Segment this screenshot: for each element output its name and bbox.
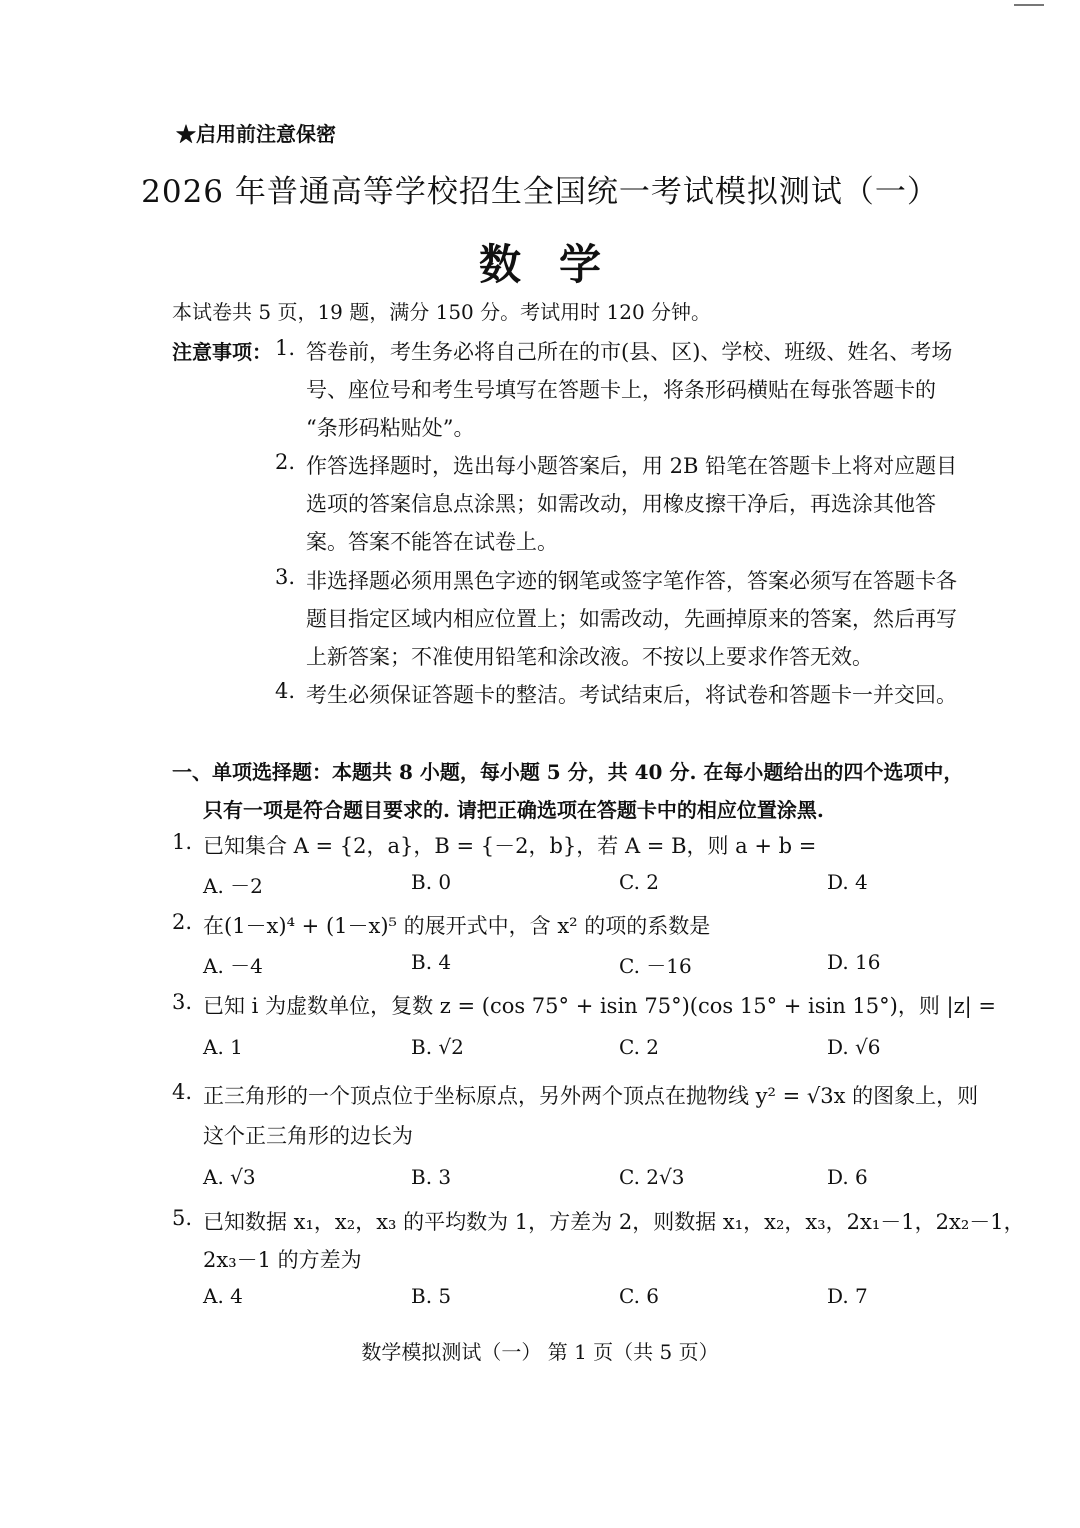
option-c: C. 6	[619, 1284, 660, 1308]
option-c: C. －16	[619, 954, 692, 978]
exam-title: 2026 年普通高等学校招生全国统一考试模拟测试（一）	[141, 174, 939, 210]
option-a: A. 4	[203, 1284, 243, 1308]
notice-item-number: 3.	[275, 565, 296, 589]
question-stem: 在(1－x)⁴ + (1－x)⁵ 的展开式中，含 x² 的项的系数是	[203, 914, 711, 938]
question-stem-cont: 这个正三角形的边长为	[203, 1124, 413, 1148]
section-heading-cont: 只有一项是符合题目要求的. 请把正确选项在答题卡中的相应位置涂黑.	[203, 798, 824, 822]
question-stem-cont: 2x₃－1 的方差为	[203, 1248, 362, 1272]
notice-item-line: 题目指定区域内相应位置上；如需改动，先画掉原来的答案，然后再写	[306, 607, 957, 631]
page-footer: 数学模拟测试（一） 第 1 页（共 5 页）	[361, 1340, 719, 1364]
notice-item-line: 答卷前，考生务必将自己所在的市(县、区)、学校、班级、姓名、考场	[306, 340, 953, 364]
notice-item-line: 号、座位号和考生号填写在答题卡上，将条形码横贴在每张答题卡的	[306, 378, 936, 402]
option-d: D. √6	[827, 1035, 881, 1059]
question-number: 3.	[172, 990, 193, 1014]
question-number: 4.	[172, 1080, 193, 1104]
notice-item-line: 考生必须保证答题卡的整洁。考试结束后，将试卷和答题卡一并交回。	[306, 683, 957, 707]
notice-item-line: 选项的答案信息点涂黑；如需改动，用橡皮擦干净后，再选涂其他答	[306, 492, 936, 516]
notice-item-line: 案。答案不能答在试卷上。	[306, 530, 558, 554]
notice-item-line: 非选择题必须用黑色字迹的钢笔或签字笔作答，答案必须写在答题卡各	[306, 569, 957, 593]
section-heading: 一、单项选择题：本题共 8 小题，每小题 5 分，共 40 分. 在每小题给出的四个选项中，	[172, 760, 964, 784]
notice-item-line: 上新答案；不准使用铅笔和涂改液。不按以上要求作答无效。	[306, 645, 873, 669]
option-b: B. 3	[411, 1165, 452, 1189]
notice-item-line: 作答选择题时，选出每小题答案后，用 2B 铅笔在答题卡上将对应题目	[306, 454, 958, 478]
question-stem: 已知集合 A = {2，a}，B = {－2，b}，若 A = B，则 a + b =	[203, 834, 817, 858]
option-d: D. 7	[827, 1284, 868, 1308]
question-number: 1.	[172, 830, 193, 854]
notice-item-number: 2.	[275, 450, 296, 474]
option-b: B. 0	[411, 870, 452, 894]
question-stem: 已知 i 为虚数单位，复数 z = (cos 75° + isin 75°)(cos 15° + isin 15°)，则 |z| =	[203, 994, 996, 1018]
question-number: 5.	[172, 1206, 193, 1230]
scan-edge-mark	[1014, 4, 1044, 6]
subject-title: 数学	[478, 240, 639, 289]
option-d: D. 4	[827, 870, 868, 894]
question-stem: 已知数据 x₁，x₂，x₃ 的平均数为 1，方差为 2，则数据 x₁，x₂，x₃，2x₁－1，2x₂－1，	[203, 1210, 1025, 1234]
option-b: B. 5	[411, 1284, 452, 1308]
option-c: C. 2	[619, 870, 660, 894]
question-number: 2.	[172, 910, 193, 934]
option-a: A. 1	[203, 1035, 243, 1059]
notice-item-number: 4.	[275, 679, 296, 703]
option-a: A. √3	[203, 1165, 256, 1189]
notice-label: 注意事项：	[172, 340, 272, 364]
option-d: D. 6	[827, 1165, 868, 1189]
notice-item-line: “条形码粘贴处”。	[306, 416, 475, 440]
option-a: A. －2	[203, 874, 263, 898]
option-b: B. √2	[411, 1035, 464, 1059]
question-stem: 正三角形的一个顶点位于坐标原点，另外两个顶点在抛物线 y² = √3x 的图象上，则	[203, 1084, 979, 1108]
option-a: A. －4	[203, 954, 263, 978]
confidential-label: ★启用前注意保密	[176, 122, 336, 146]
exam-intro: 本试卷共 5 页，19 题，满分 150 分。考试用时 120 分钟。	[172, 300, 712, 324]
option-b: B. 4	[411, 950, 452, 974]
option-c: C. 2√3	[619, 1165, 685, 1189]
option-d: D. 16	[827, 950, 881, 974]
notice-item-number: 1.	[275, 336, 296, 360]
option-c: C. 2	[619, 1035, 660, 1059]
